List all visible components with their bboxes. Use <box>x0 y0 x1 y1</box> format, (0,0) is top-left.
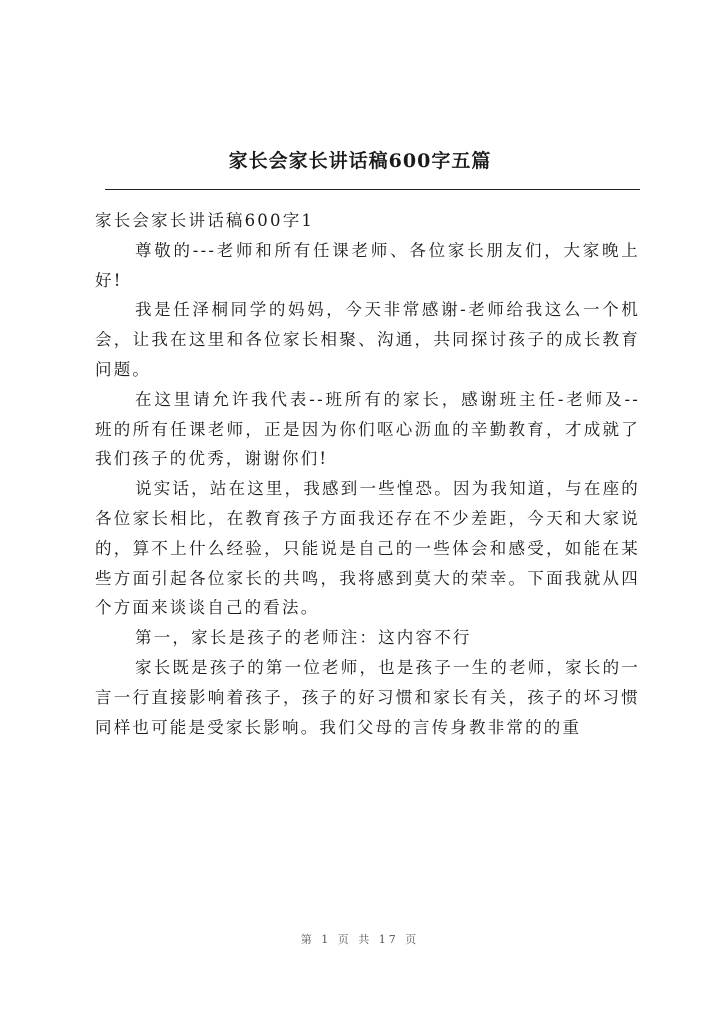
title-divider <box>105 189 640 190</box>
page-number-footer: 第 1 页 共 17 页 <box>300 933 420 946</box>
paragraph-greeting: 尊敬的---老师和所有任课老师、各位家长朋友们，大家晚上好! <box>95 240 640 290</box>
paragraph-parent-as-teacher: 家长既是孩子的第一位老师，也是孩子一生的老师，家长的一言一行直接影响着孩子，孩子的好习惯和家长有关，孩子的坏习惯同样也可能是受家长影响。我们父母的言传身教非常的的重 <box>95 657 640 737</box>
paragraph-thanks: 在这里请允许我代表--班所有的家长，感谢班主任-老师及--班的所有任课老师，正是因为你们呕心沥血的辛勤教育，才成就了我们孩子的优秀，谢谢你们! <box>95 389 640 469</box>
paragraph-humility: 说实话，站在这里，我感到一些惶恐。因为我知道，与在座的各位家长相比，在教育孩子方面我还存在不少差距，今天和大家说的，算不上什么经验，只能说是自己的一些体会和感受，如能在某些方面引起各位家长的共鸣，我将感到莫大的荣幸。下面我就从四个方面来谈谈自己的看法。 <box>95 479 640 618</box>
section-heading: 家长会家长讲话稿600字1 <box>95 211 315 230</box>
document-title: 家长会家长讲话稿600字五篇 <box>228 150 492 172</box>
document-body <box>95 206 640 742</box>
paragraph-point-one: 第一，家长是孩子的老师注：这内容不行 <box>135 628 472 648</box>
paragraph-introduction: 我是任泽桐同学的妈妈，今天非常感谢-老师给我这么一个机会，让我在这里和各位家长相聚、沟通，共同探讨孩子的成长教育问题。 <box>95 300 640 379</box>
